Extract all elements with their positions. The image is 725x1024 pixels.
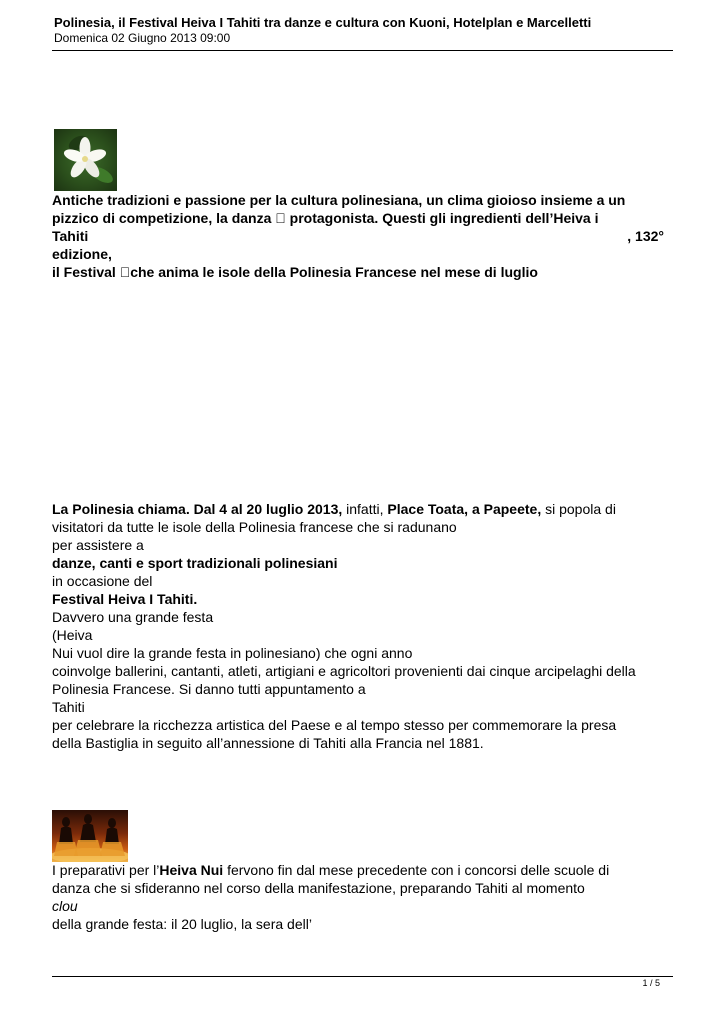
body-line: Polinesia Francese. Si danno tutti appuntamento a [52, 681, 366, 697]
body-line: danza che si sfideranno nel corso della manifestazione, preparando Tahiti al momento [52, 880, 585, 896]
body-line: della grande festa: il 20 luglio, la sera dell’ [52, 916, 312, 932]
body-line [52, 554, 677, 572]
dancers-image [52, 810, 128, 862]
body-line [52, 861, 677, 879]
intro-paragraph [52, 191, 672, 281]
intro-tahiti: Tahiti [52, 228, 89, 244]
body-line: Davvero una grande festa [52, 609, 214, 625]
tiare-flower-image [54, 129, 117, 191]
body-line: della Bastiglia in seguito all’annessione di Tahiti alla Francia nel 1881. [52, 735, 484, 751]
bold-phrase: Heiva Nui [159, 862, 224, 878]
intro-line: Antiche tradizioni e passione per la cultura polinesiana, un clima gioioso insieme a un [52, 192, 626, 208]
header-divider [52, 50, 673, 51]
bold-phrase: La Polinesia chiama. Dal 4 al 20 luglio 2013, [52, 501, 343, 517]
body-line: in occasione del [52, 573, 153, 589]
body-line [52, 897, 677, 915]
document-header [54, 15, 674, 46]
footer-divider [52, 976, 673, 977]
bold-phrase: Place Toata, a Papeete, [387, 501, 542, 517]
body-line: Tahiti [52, 699, 85, 715]
text-phrase: I preparativi per l’ [52, 862, 160, 878]
body-line [52, 500, 677, 518]
intro-line: edizione, [52, 246, 112, 262]
body-line: per assistere a [52, 537, 144, 553]
text-phrase: infatti, [342, 501, 388, 517]
page-number: 1 / 5 [642, 978, 660, 988]
body-line [52, 590, 677, 608]
body-line: Nui vuol dire la grande festa in polinesiano) che ogni anno [52, 645, 413, 661]
body-line: coinvolge ballerini, cantanti, atleti, artigiani e agricoltori provenienti dai cinque arcipelaghi della [52, 663, 636, 679]
article-title: Polinesia, il Festival Heiva I Tahiti tra danze e cultura con Kuoni, Hotelplan e Marcelletti [54, 15, 592, 30]
text-phrase: si popola di [541, 501, 616, 517]
intro-line [52, 227, 664, 245]
article-date: Domenica 02 Giugno 2013 09:00 [54, 31, 231, 45]
body-line: (Heiva [52, 627, 93, 643]
intro-edition-number: , 132° [627, 228, 664, 244]
text-phrase: fervono fin dal mese precedente con i concorsi delle scuole di [223, 862, 610, 878]
italic-phrase: clou [52, 898, 78, 914]
body-line: per celebrare la ricchezza artistica del Paese e al tempo stesso per commemorare la presa [52, 717, 617, 733]
intro-line: pizzico di competizione, la danza   protagonista. Questi gli ingredienti dell’Heiva i [52, 210, 599, 226]
body-line: visitatori da tutte le isole della Polinesia francese che si radunano [52, 519, 457, 535]
intro-line: il Festival  che anima le isole della Polinesia Francese nel mese di luglio [52, 264, 538, 280]
bold-phrase: Festival Heiva I Tahiti. [52, 591, 198, 607]
body-paragraph-preparations [52, 861, 677, 933]
bold-phrase: danze, canti e sport tradizionali polinesiani [52, 555, 338, 571]
body-paragraph-festival [52, 500, 677, 752]
